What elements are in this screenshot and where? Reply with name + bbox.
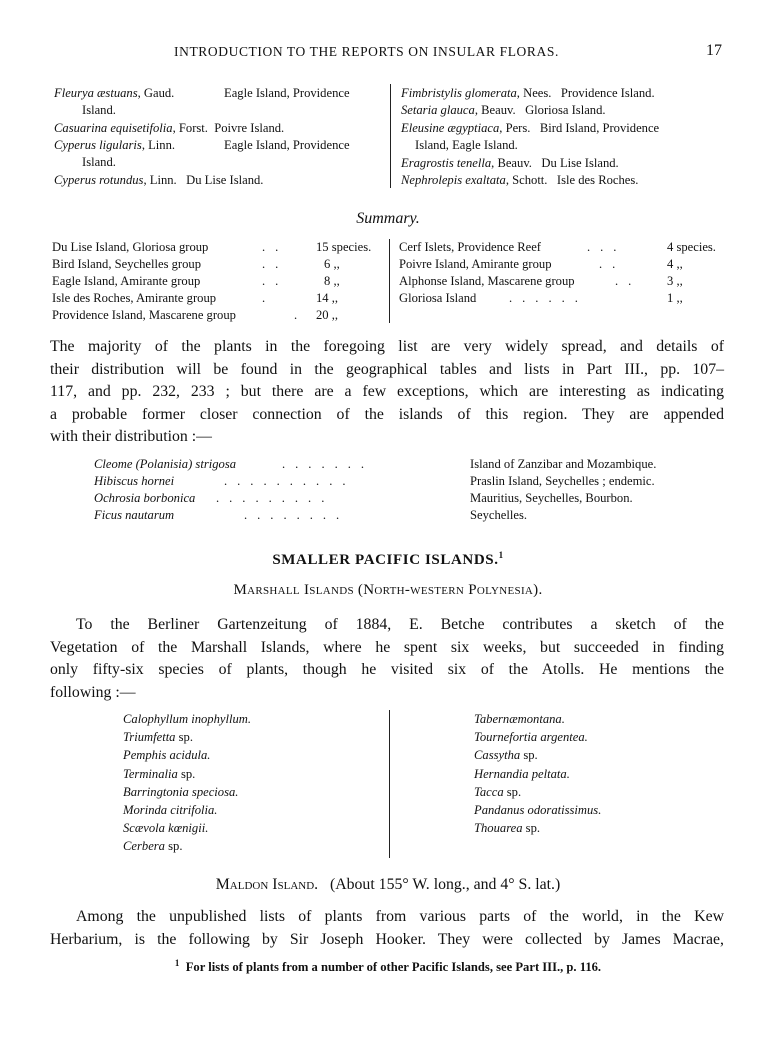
summary-row: Du Lise Island, Gloriosa group .. 15 species. xyxy=(52,240,372,254)
list-item: Terminalia sp. xyxy=(123,766,196,781)
list-item: Barringtonia speciosa. xyxy=(123,784,239,799)
list-item: Pemphis acidula. xyxy=(123,748,211,763)
summary-divider xyxy=(389,239,390,323)
section-heading: SMALLER PACIFIC ISLANDS.$^1$ xyxy=(272,550,504,568)
footnote: $^1$ For lists of plants from a number of other Pacific Islands, see Part III., p. 116. xyxy=(174,958,602,975)
summary-title: Summary. xyxy=(356,210,420,227)
list-item: Pandanus odoratissimus. xyxy=(474,803,602,818)
exception-row: Ochrosia borbonica ......... Mauritius, Seychelles, Bourbon. xyxy=(94,491,633,505)
summary-row: Eagle Island, Amirante group .. 8 ,, xyxy=(52,274,340,288)
summary-row: Providence Island, Mascarene group . 20 ,, xyxy=(52,308,339,322)
maldon-heading: Maldon Island. (About 155° W. long., and 4° S. lat.) xyxy=(215,876,561,893)
species-entry: Fimbristylis glomerata, Nees. Providence Island. xyxy=(401,86,655,100)
species-entry: Cyperus ligularis, Linn. Eagle Island, Providence xyxy=(54,138,350,152)
list-item: Scævola kœnigii. xyxy=(123,821,209,836)
summary-row: Cerf Islets, Providence Reef ... 4 species. xyxy=(399,240,716,254)
summary-row: Gloriosa Island ...... 1 ,, xyxy=(399,291,683,305)
species-entry: Casuarina equisetifolia, Forst. Poivre Island. xyxy=(54,121,285,135)
list-item: Tournefortia argentea. xyxy=(474,730,588,745)
exception-row: Hibiscus hornei .......... Praslin Island, Seychelles ; endemic. xyxy=(94,474,655,488)
list-item: Cassytha sp. xyxy=(474,748,538,763)
summary-row: Bird Island, Seychelles group .. 6 ,, xyxy=(52,257,340,271)
paragraph-distribution: The majority of the plants in the foregoing list are very widely spread, and details of their distribution will be found in the geographical tables and lists in Part III., pp. 107– 117, and pp. 232, 233 ; but there are a few exceptions, which are interesting as indicating a probable former closer connection of the islands of this region. They are appended with their distribution :— xyxy=(50,338,724,446)
exception-row: Cleome (Polanisia) strigosa ....... Island of Zanzibar and Mozambique. xyxy=(94,457,657,471)
species-entry: Cyperus rotundus, Linn. Du Lise Island. xyxy=(54,173,264,187)
species-entry: Eragrostis tenella, Beauv. Du Lise Island. xyxy=(401,156,619,170)
list-item: Hernandia peltata. xyxy=(474,766,570,781)
exception-row: Ficus nautarum ........ Seychelles. xyxy=(94,508,528,522)
summary-row: Poivre Island, Amirante group .. 4 ,, xyxy=(399,257,683,271)
list-item: Triumfetta sp. xyxy=(123,730,193,745)
species-entry: Fleurya æstuans, Gaud. Eagle Island, Providence xyxy=(54,86,350,100)
species-entry: Nephrolepis exaltata, Schott. Isle des Roches. xyxy=(401,173,639,187)
list-item: Tacca sp. xyxy=(474,784,522,799)
page-number: 17 xyxy=(706,42,722,59)
summary-row: Alphonse Island, Mascarene group .. 3 ,, xyxy=(399,274,683,288)
summary-row: Isle des Roches, Amirante group . 14 ,, xyxy=(52,291,339,305)
list-item: Tabernæmontana. xyxy=(474,712,565,726)
section-subheading: Marshall Islands (North-western Polynesia). xyxy=(233,582,543,598)
list-item: Cerbera sp. xyxy=(123,839,183,854)
paragraph-betche: To the Berliner Gartenzeitung of 1884, E. Betche contributes a sketch of the Vegetation of the Marshall Islands, where he spent six weeks, but succeeded in finding only fifty-six species of plants, though he visited six of the Atolls. He mentions the following :— xyxy=(50,616,724,701)
species-entry: Eleusine ægyptiaca, Pers. Bird Island, Providence xyxy=(401,121,660,135)
column-divider xyxy=(390,84,391,188)
list-item: Morinda citrifolia. xyxy=(123,803,218,818)
paragraph-hooker: Among the unpublished lists of plants from various parts of the world, in the Kew Herbarium, is the following by Sir Joseph Hooker. They were collected by James Macrae, xyxy=(50,908,724,948)
marshall-list-left xyxy=(123,710,251,856)
list-divider xyxy=(389,710,390,858)
list-item: Thouarea sp. xyxy=(474,821,541,836)
species-entry: Setaria glauca, Beauv. Gloriosa Island. xyxy=(401,103,606,117)
marshall-list-right xyxy=(474,710,601,837)
list-item: Calophyllum inophyllum. xyxy=(123,712,252,726)
running-title: INTRODUCTION TO THE REPORTS ON INSULAR FLORAS. xyxy=(174,44,559,59)
